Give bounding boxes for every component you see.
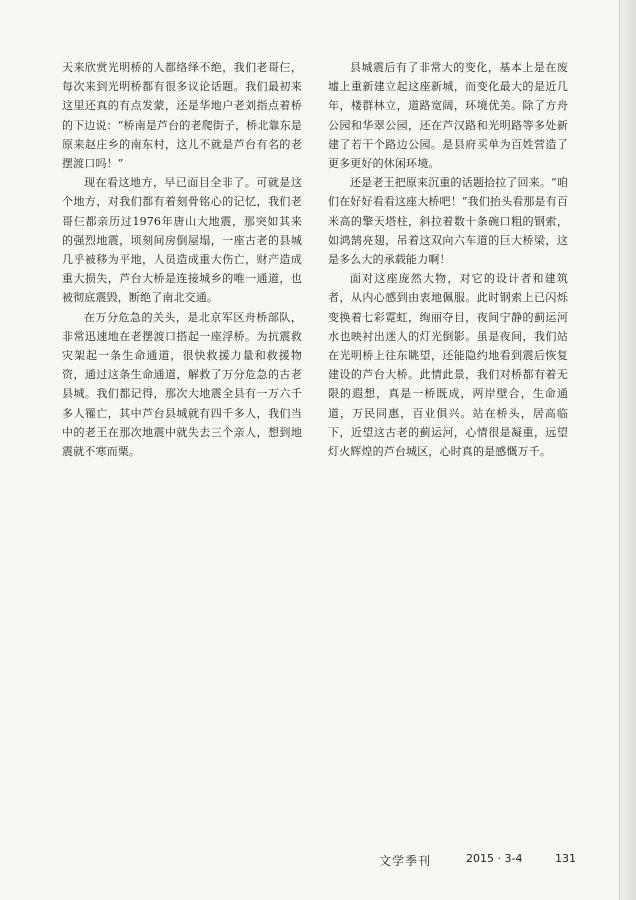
paragraph: 天来欣赏光明桥的人都络绎不绝，我们老哥仨，每次来到光明桥都有很多议论话题。我们最初来这里还真的有点发蒙，还是华地户老刘指点着桥的下边说：“桥南是芦台的老爬街子，桥北靠东是原来赵庄乡的南东村，这儿不就是芦台有名的老摆渡口吗！” bbox=[62, 61, 302, 171]
page-edge-shadow bbox=[619, 0, 636, 900]
paragraph: 还是老王把原来沉重的话题拾拉了回来。“咱们在好好看看这座大桥吧！”我们抬头看那是有百米高的擎天塔柱，斜拉着数十条碗口粗的钢索，如鸿鹄亮翅，吊着这双向六车道的巨大桥梁，这是多么大的承载能力啊！ bbox=[328, 176, 568, 267]
paragraph: 县城震后有了非常大的变化，基本上是在废墟上重新建立起这座新城，而变化最大的是近几年，楼群林立，道路宽阔，环境优美。除了方舟公园和华翠公园，还在芦汉路和光明路等多处新建了若干个路边公园。是县府买单为百姓营造了更多更好的休闲环境。 bbox=[328, 61, 568, 171]
right-text-column bbox=[328, 58, 568, 461]
issue-number: 2015 · 3-4 bbox=[466, 852, 523, 865]
paragraph: 现在看这地方，早已面目全非了。可就是这个地方，对我们都有着刻骨铭心的记忆，我们老哥仨都亲历过1976年唐山大地震，那突如其来的强烈地震，顷刻间房倒屋塌，一座古老的县城几乎被移为平地，人员造成重大伤亡，财产造成重大损失，芦台大桥是连接城乡的唯一通道，也被彻底震毁，断绝了南北交通。 bbox=[62, 176, 302, 305]
page-number: 131 bbox=[555, 852, 576, 865]
paragraph: 面对这座庞然大物，对它的设计者和建筑者，从内心感到由衷地佩服。此时钢索上已闪烁变换着七彩霓虹，绚丽夺目，夜间宁静的蓟运河水也映衬出迷人的灯光倒影。虽是夜间，我们站在光明桥上往东眺望，还能隐约地看到震后恢复建设的芦台大桥。此情此景，我们对桥都有着无限的遐想，真是一桥既成，两岸壁合，生命通道，万民同惠，百业俱兴。站在桥头，居高临下，近望这古老的蓟运河，心情很是凝重，远望灯火辉煌的芦台城区，心时真的是感慨万千。 bbox=[328, 272, 568, 459]
journal-title: 文学季刊 bbox=[379, 854, 432, 868]
page-footer bbox=[0, 852, 636, 872]
left-text-column bbox=[62, 58, 302, 461]
paragraph: 在万分危急的关头，是北京军区舟桥部队，非常迅速地在老摆渡口搭起一座浮桥。为抗震救灾架起一条生命通道，很快救援力量和救援物资，通过这条生命通道，解救了万分危急的古老县城。我们都记得，那次大地震全县有一万六千多人罹亡，其中芦台县城就有四千多人，我们当中的老王在那次地震中就失去三个亲人，想到地震就不寒而栗。 bbox=[62, 310, 302, 459]
